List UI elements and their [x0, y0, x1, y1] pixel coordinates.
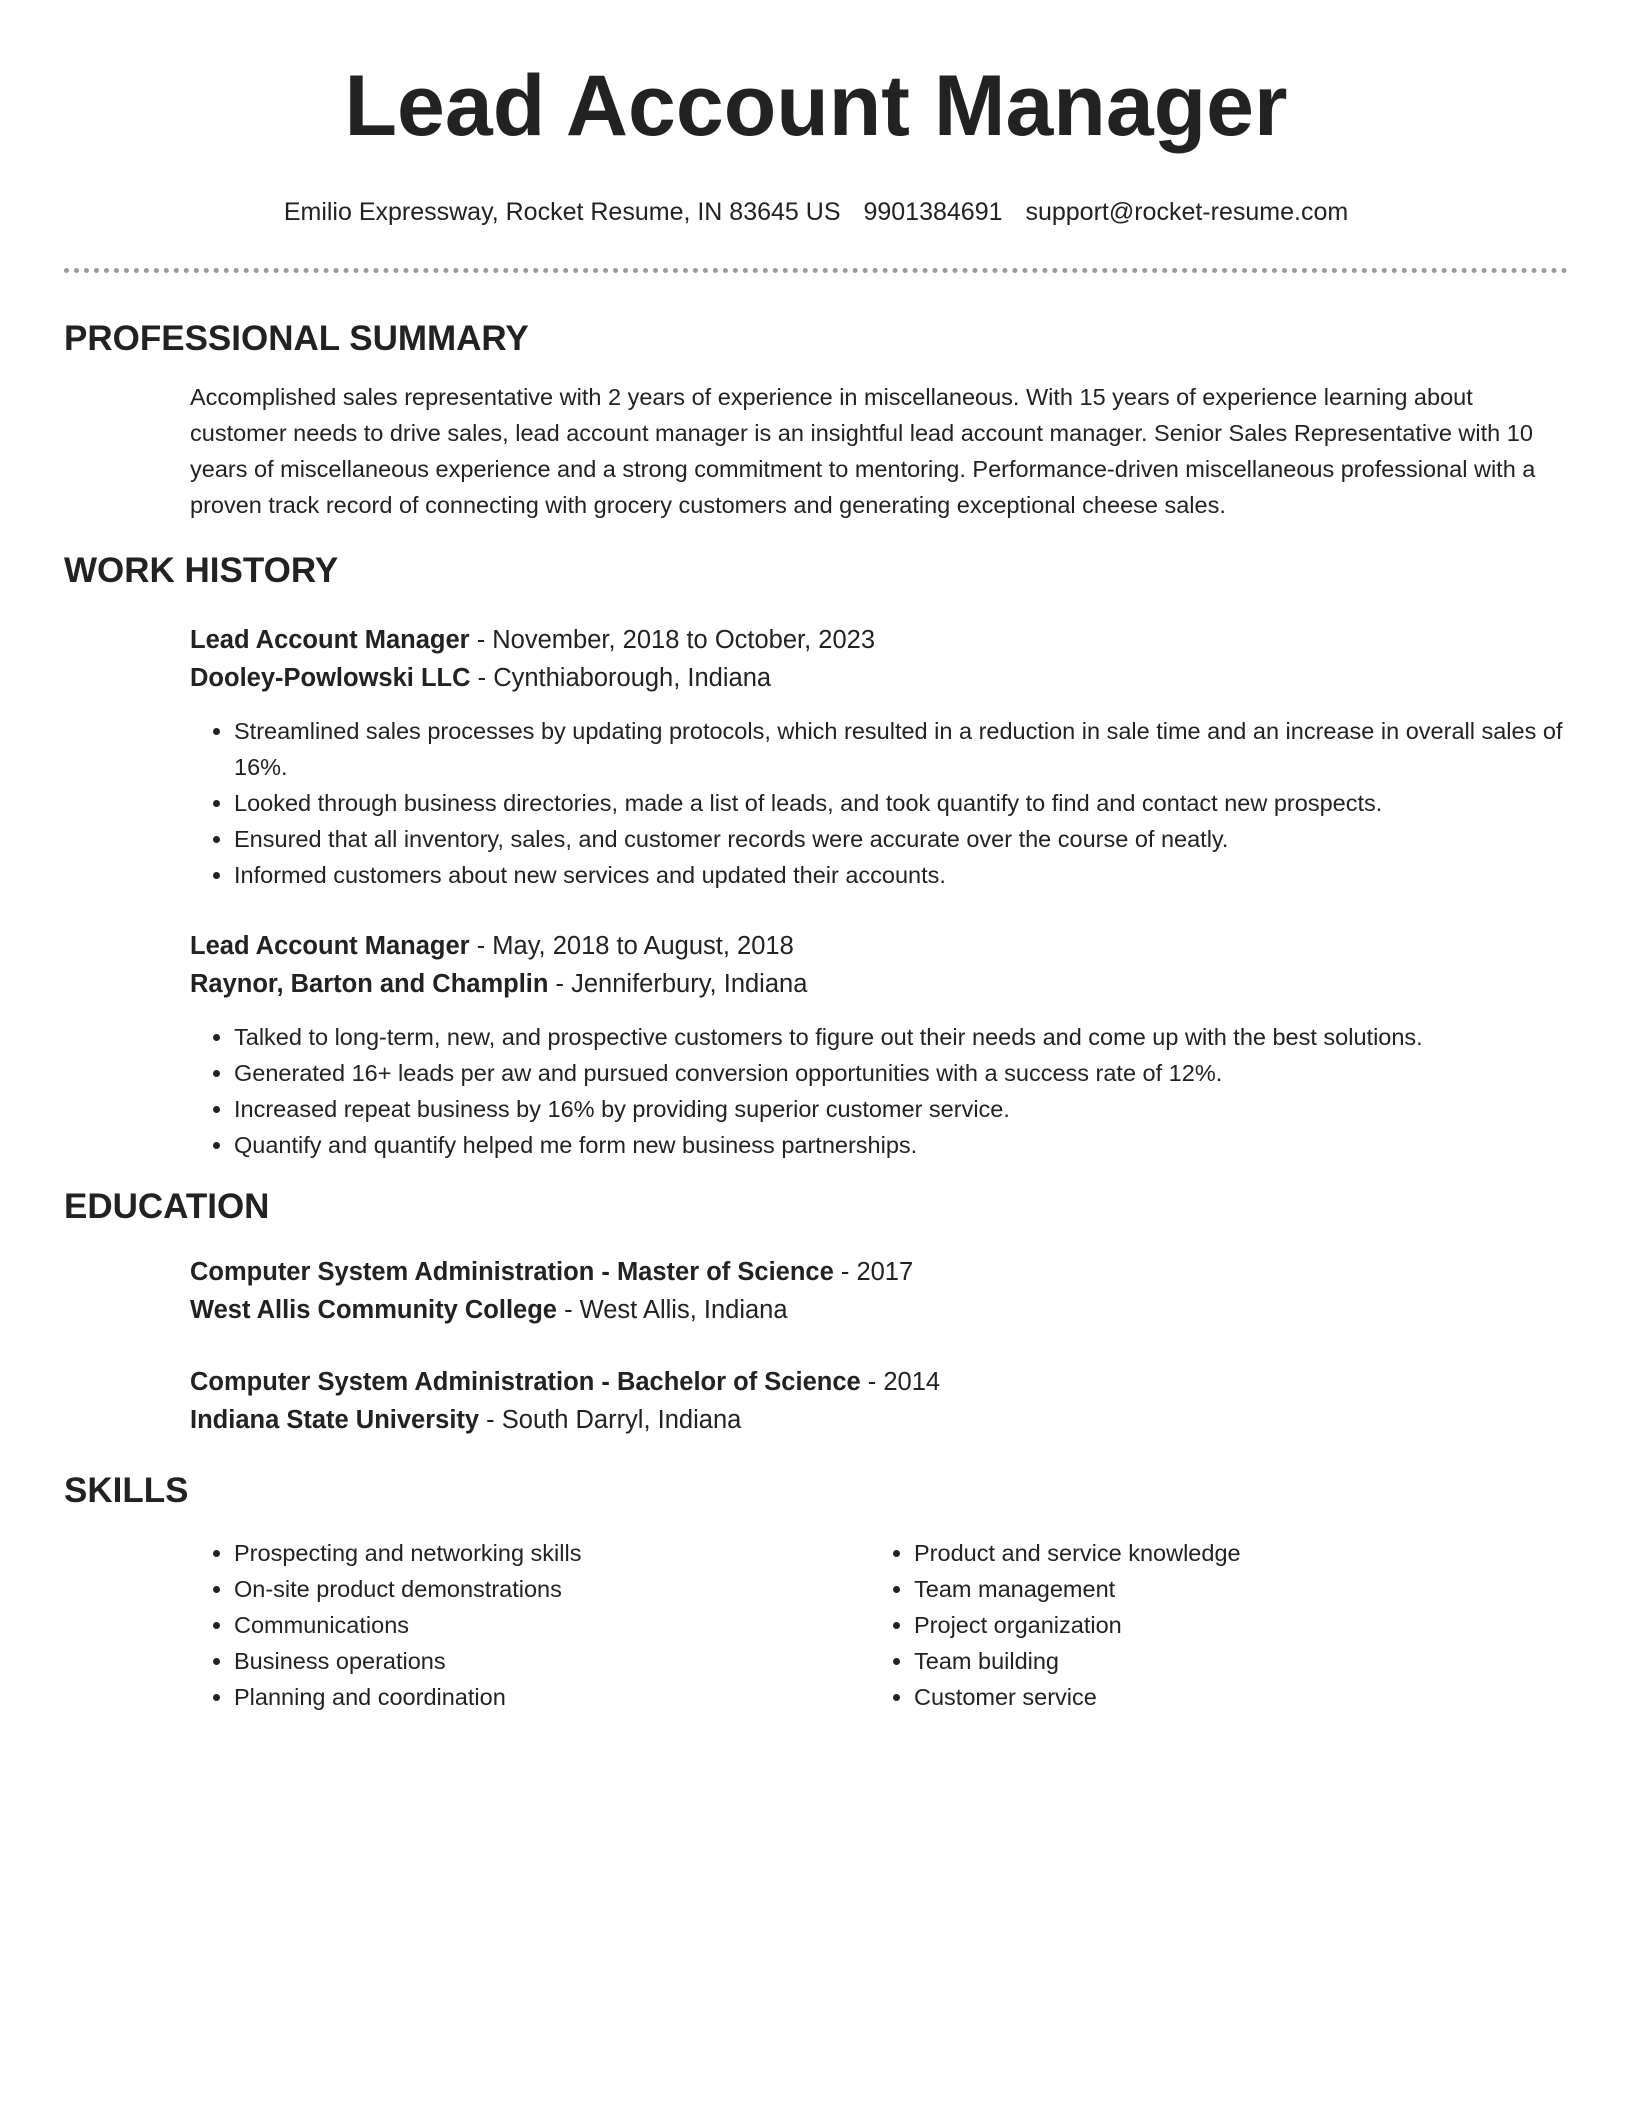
skills-section [64, 1469, 1568, 1715]
school-location: - South Darryl, Indiana [479, 1406, 742, 1434]
summary-heading: PROFESSIONAL SUMMARY [64, 319, 529, 358]
contact-address: Emilio Expressway, Rocket Resume, IN 83645 US [283, 198, 841, 226]
work-history-section [64, 549, 1568, 1163]
degree-year: - 2017 [833, 1258, 914, 1286]
job-location: - Jenniferbury, Indiana [548, 970, 808, 998]
skills-list-left [190, 1535, 870, 1715]
job-entry [190, 927, 1568, 1163]
job-company-line [190, 965, 1568, 1003]
job-bullet: • Streamlined sales processes by updating protocols, which resulted in a reduction in sale time and an increase in overall sales of 16%. [234, 713, 1568, 785]
summary-section [64, 317, 1568, 523]
school-line [190, 1291, 1568, 1329]
job-entry [190, 621, 1568, 893]
job-role: Lead Account Manager [190, 932, 470, 960]
job-company-line [190, 659, 1568, 697]
degree-line [190, 1253, 1568, 1291]
contact-email: support@rocket-resume.com [1025, 198, 1349, 226]
degree-name: Computer System Administration - Master of Science [190, 1258, 834, 1286]
header-divider [64, 268, 1568, 273]
job-bullet: • Talked to long-term, new, and prospective customers to figure out their needs and come up with the best solutions. [234, 1019, 1568, 1055]
school-location: - West Allis, Indiana [556, 1296, 788, 1324]
job-title-line [190, 927, 1568, 965]
resume-name: Lead Account Manager [344, 58, 1288, 154]
skill-item: • Planning and coordination [234, 1679, 870, 1715]
job-bullet: • Looked through business directories, made a list of leads, and took quantify to find and contact new prospects. [234, 785, 1568, 821]
skill-item: • On-site product demonstrations [234, 1571, 870, 1607]
job-title-line [190, 621, 1568, 659]
skills-list-right [870, 1535, 1514, 1715]
job-bullet: • Increased repeat business by 16% by providing superior customer service. [234, 1091, 1568, 1127]
contact-line [64, 196, 1568, 228]
job-bullet: • Informed customers about new services and updated their accounts. [234, 857, 1568, 893]
job-bullet: • Ensured that all inventory, sales, and customer records were accurate over the course of neatly. [234, 821, 1568, 857]
skill-item: • Project organization [914, 1607, 1514, 1643]
degree-year: - 2014 [860, 1368, 941, 1396]
education-entry [190, 1253, 1568, 1329]
job-company: Raynor, Barton and Champlin [190, 970, 549, 998]
job-company: Dooley-Powlowski LLC [190, 664, 471, 692]
skills-heading: SKILLS [64, 1471, 189, 1510]
skills-columns [190, 1535, 1568, 1715]
skill-item: • Team building [914, 1643, 1514, 1679]
school-name: West Allis Community College [190, 1296, 557, 1324]
job-bullets [190, 713, 1568, 893]
degree-line [190, 1363, 1568, 1401]
skill-item: • Prospecting and networking skills [234, 1535, 870, 1571]
school-name: Indiana State University [190, 1406, 480, 1434]
job-dates: - November, 2018 to October, 2023 [469, 626, 876, 654]
job-bullets [190, 1019, 1568, 1163]
education-section [64, 1185, 1568, 1439]
skill-item: • Customer service [914, 1679, 1514, 1715]
skill-item: • Business operations [234, 1643, 870, 1679]
education-heading: EDUCATION [64, 1187, 270, 1226]
job-location: - Cynthiaborough, Indiana [470, 664, 772, 692]
skill-item: • Team management [914, 1571, 1514, 1607]
skill-item: • Product and service knowledge [914, 1535, 1514, 1571]
work-history-heading: WORK HISTORY [64, 551, 339, 590]
contact-phone: 9901384691 [863, 198, 1003, 226]
summary-text: Accomplished sales representative with 2 years of experience in miscellaneous. With 15 years of experience learning about customer needs to drive sales, lead account manager is an insightful lead account manager. Senior Sales Representative with 10 years of miscellaneous experience and a strong commitment to mentoring. Performance-driven miscellaneous professional with a proven track record of connecting with grocery customers and generating exceptional cheese sales. [190, 384, 1536, 518]
job-bullet: • Generated 16+ leads per aw and pursued conversion opportunities with a success rate of 12%. [234, 1055, 1568, 1091]
education-entry [190, 1363, 1568, 1439]
job-role: Lead Account Manager [190, 626, 470, 654]
skill-item: • Communications [234, 1607, 870, 1643]
school-line [190, 1401, 1568, 1439]
job-bullet: • Quantify and quantify helped me form new business partnerships. [234, 1127, 1568, 1163]
degree-name: Computer System Administration - Bachelor of Science [190, 1368, 861, 1396]
job-dates: - May, 2018 to August, 2018 [469, 932, 794, 960]
